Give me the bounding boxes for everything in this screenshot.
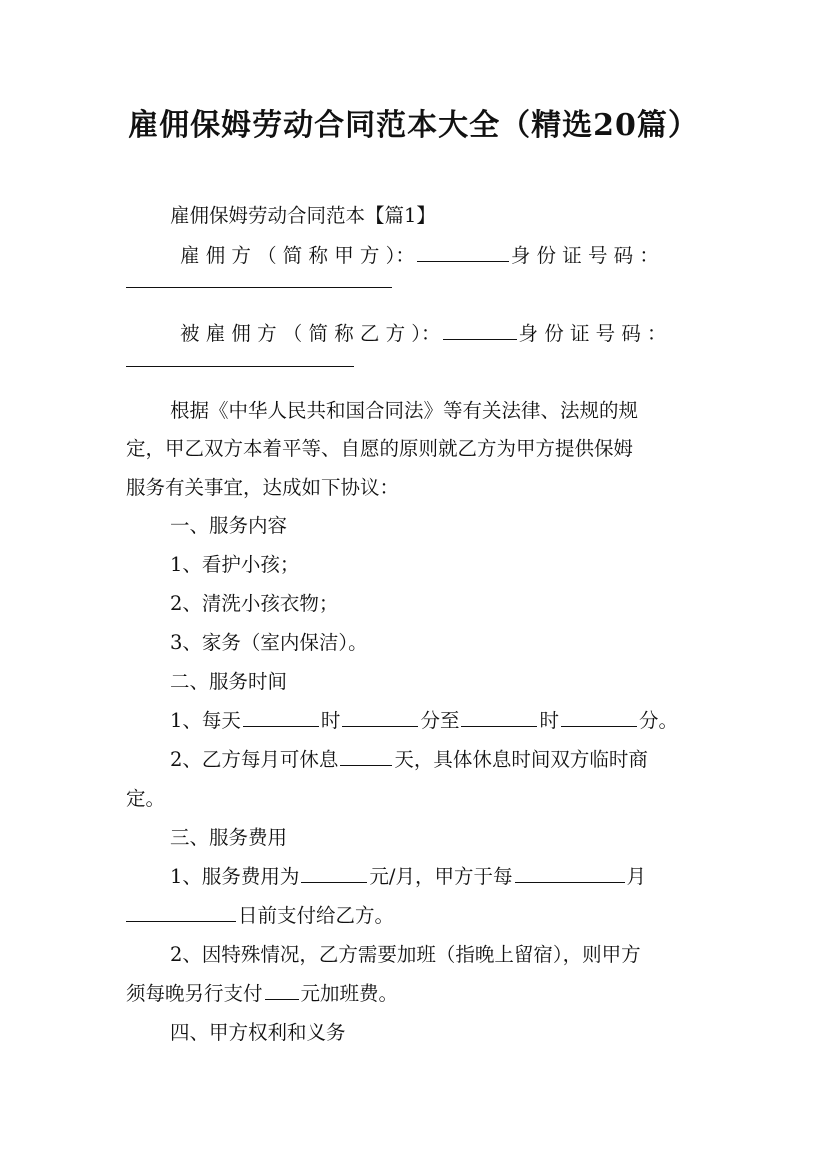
intro-line-1: 根据《中华人民共和国合同法》等有关法律、法规的规 (170, 399, 639, 422)
employer-id-blank (126, 286, 392, 288)
section-heading: 雇佣保姆劳动合同范本【篇1】 (170, 204, 436, 227)
section-1-item-3: 3、家务（室内保洁）。 (170, 631, 368, 654)
overtime-fee-blank (265, 998, 299, 1000)
employer-line (180, 240, 659, 268)
text-segment: 须每晚另行支付 (126, 982, 263, 1005)
employer-id-label: 身 份 证 号 码 ： (510, 244, 659, 267)
employee-name-blank (443, 338, 517, 340)
text-segment: 分至 (420, 709, 460, 732)
employer-id-line (126, 270, 392, 293)
section-2-item-2-cont: 定。 (126, 787, 166, 810)
section-3-item-2: 2、因特殊情况，乙方需要加班（指晚上留宿），则甲方 (170, 943, 641, 966)
employee-id-label: 身 份 证 号 码 ： (518, 322, 667, 345)
section-3-item-1-cont (126, 900, 394, 928)
section-3-item-2-cont (126, 978, 398, 1006)
document-title: 雇佣保姆劳动合同范本大全（精选20篇） (128, 108, 699, 143)
minute-blank (561, 725, 637, 727)
section-3-item-1 (170, 861, 646, 889)
section-2-heading: 二、服务时间 (170, 670, 288, 693)
section-2-item-2 (170, 744, 648, 772)
text-segment: 时 (320, 709, 341, 732)
employee-id-line (126, 349, 354, 372)
minute-blank (342, 725, 418, 727)
fee-blank (301, 881, 367, 883)
section-3-heading: 三、服务费用 (170, 826, 288, 849)
rest-days-blank (340, 764, 392, 766)
hour-blank (461, 725, 537, 727)
employee-id-blank (126, 365, 354, 367)
section-1-heading: 一、服务内容 (170, 514, 288, 537)
text-segment: 元/月，甲方于每 (369, 865, 513, 888)
section-2-item-1 (170, 705, 678, 733)
intro-line-2: 定，甲乙双方本着平等、自愿的原则就乙方为甲方提供保姆 (126, 437, 634, 460)
text-segment: 2、乙方每月可休息 (170, 748, 339, 771)
employee-label: 被 雇 佣 方 （ 简 称 乙 方 ）： (180, 322, 441, 345)
text-segment: 1、每天 (170, 709, 241, 732)
text-segment: 元加班费。 (300, 982, 399, 1005)
month-blank (515, 881, 625, 883)
section-1-item-1: 1、看护小孩； (170, 553, 300, 576)
employer-name-blank (417, 260, 509, 262)
day-blank (126, 920, 236, 922)
section-1-item-2: 2、清洗小孩衣物； (170, 592, 339, 615)
text-segment: 1、服务费用为 (170, 865, 300, 888)
text-segment: 日前支付给乙方。 (238, 904, 395, 927)
section-4-heading: 四、甲方权利和义务 (170, 1021, 346, 1044)
text-segment: 时 (539, 709, 559, 732)
hour-blank (243, 725, 319, 727)
text-segment: 月 (626, 865, 647, 888)
employer-label: 雇 佣 方 （ 简 称 甲 方 ）： (180, 244, 415, 267)
text-segment: 天，具体休息时间双方临时商 (394, 748, 648, 771)
text-segment: 分。 (638, 709, 678, 732)
intro-line-3: 服务有关事宜，达成如下协议： (126, 476, 400, 499)
employee-line (180, 318, 667, 346)
